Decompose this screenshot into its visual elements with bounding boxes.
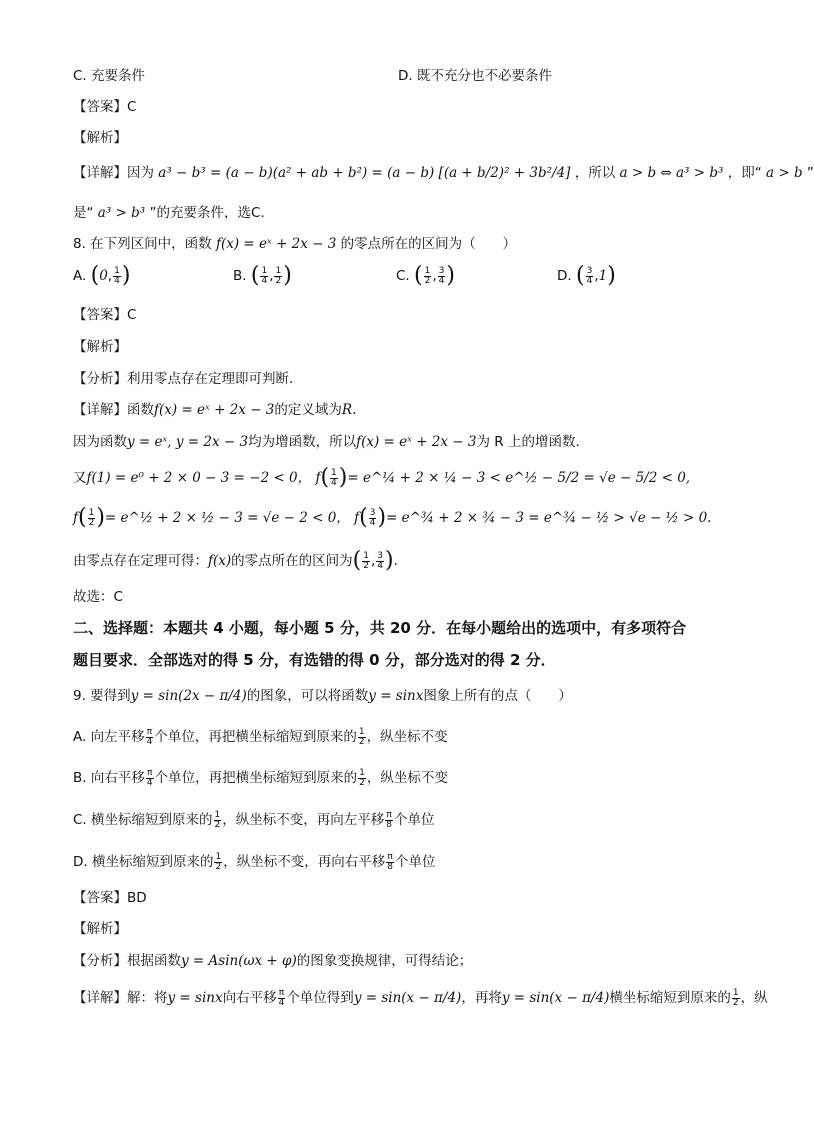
q9-option-d: D. 横坐标缩短到原来的 $\frac{1}{2}$ ，纵坐标不变，再向右平移 $\frac{\pi}{8}$ 个单位	[73, 851, 436, 872]
q8-choose: 故选：C	[73, 589, 123, 605]
q7-detail2-formula: a³ > b³	[97, 205, 146, 221]
q8-conclusion-text: 由零点存在定理可得：	[73, 553, 208, 569]
q9-opt-a-text2: 个单位，再把横坐标缩短到原来的	[154, 729, 357, 745]
q8-detail-line3: 又f(1) = e⁰ + 2 × 0 − 3 = −2 < 0， f( $\frac{1}{4}$ )= e^¼ + 2 × ¼ − 3 < e^½ − 5/2 = √e − 5/2 < 0,	[73, 465, 691, 490]
q9-option-c: C. 横坐标缩短到原来的 $\frac{1}{2}$ ，纵坐标不变，再向左平移 $\frac{\pi}{8}$ 个单位	[73, 809, 435, 830]
q7-detail-quote: ”	[806, 165, 814, 181]
q8-option-b: B. ( $\frac{1}{4}$ , $\frac{1}{2}$ )	[233, 263, 292, 288]
q7-detail-formula: a³ − b³ = (a − b)(a² + ab + b²) = (a − b) [(a + b/2)² + 3b²/4]	[158, 165, 571, 181]
q9-opt-d-text: D. 横坐标缩短到原来的	[73, 854, 214, 870]
q8-option-c-label: C.	[396, 268, 410, 284]
q9-fenxi	[73, 951, 472, 971]
q9-fenxi-text: 【分析】根据函数	[73, 953, 181, 969]
q8-detail1-domain: R.	[341, 402, 357, 418]
q8-detail-line1	[73, 400, 356, 420]
q7-detail-ab: a > b	[766, 165, 803, 181]
q9-detail-text3: 个单位得到	[286, 990, 354, 1006]
q9-detail-text: 【详解】解：将	[73, 990, 168, 1006]
q8-line2-text3: 为 R 上的增函数.	[476, 434, 580, 450]
q8-a-zero: 0	[99, 268, 108, 284]
q9-detail-formula3: y = sin(x − π/4)	[501, 990, 610, 1006]
q9-stem-formula2: y = sinx	[368, 688, 424, 704]
q8-stem-text: 8. 在下列区间中，函数	[73, 236, 212, 252]
q8-conclusion: 由零点存在定理可得：f(x)的零点所在的区间为( $\frac{1}{2}$ , $\frac{3}{4}$ ).	[73, 548, 398, 573]
q8-option-d: D. ( $\frac{3}{4}$ ,1)	[557, 263, 616, 288]
q8-detail1-text2: 的定义域为	[274, 402, 342, 418]
q8-detail1-text: 【详解】函数	[73, 402, 154, 418]
q9-detail-text5: 横坐标缩短到原来的	[609, 990, 731, 1006]
q8-line3-formula2: = e^¼ + 2 × ¼ − 3 < e^½ − 5/2 = √e − 5/2 < 0,	[347, 470, 691, 486]
q8-a-frac: $\frac{1}{4}$	[114, 265, 120, 286]
q7-option-d: D. 既不充分也不必要条件	[398, 68, 552, 84]
q9-option-b: B. 向右平移 $\frac{\pi}{4}$ 个单位，再把横坐标缩短到原来的 $\frac{1}{2}$ ，纵坐标不变	[73, 767, 448, 788]
q9-fenxi-text2: 的图象变换规律，可得结论；	[296, 953, 473, 969]
q9-opt-a-text3: ，纵坐标不变	[366, 729, 448, 745]
q8-detail-line2	[73, 432, 580, 452]
q9-opt-c-text3: 个单位	[393, 812, 435, 828]
q9-opt-b-text: B. 向右平移	[73, 770, 145, 786]
q9-detail-text2: 向右平移	[222, 990, 277, 1006]
q8-option-b-label: B.	[233, 268, 247, 284]
q7-detail-line2	[73, 203, 265, 223]
q9-stem-formula: y = sin(2x − π/4)	[130, 688, 247, 704]
section2-heading-line2: 题目要求．全部选对的得 5 分，有选错的得 0 分，部分选对的得 2 分．	[73, 651, 556, 669]
q9-detail-formula1: y = sinx	[167, 990, 223, 1006]
q8-line4-formula1: = e^½ + 2 × ½ − 3 = √e − 2 < 0，	[104, 510, 350, 526]
q9-analysis-label: 【解析】	[73, 921, 127, 937]
q9-stem-text3: 图象上所有的点（ ）	[423, 688, 572, 704]
q8-stem	[73, 234, 516, 254]
q8-stem-text2: 的零点所在的区间为（ ）	[340, 236, 517, 252]
q8-line2-formula1: y = eˣ, y = 2x − 3	[127, 434, 249, 450]
q8-line3-formula: f(1) = e⁰ + 2 × 0 − 3 = −2 < 0，	[86, 470, 312, 486]
q7-answer: 【答案】C	[73, 99, 137, 115]
q9-detail: 【详解】解：将y = sinx向右平移 $\frac{\pi}{4}$ 个单位得到y = sin(x − π/4)，再将y = sin(x − π/4)横坐标缩短到原来的 $\frac{1}{2}$ ，纵	[73, 987, 768, 1008]
q8-answer: 【答案】C	[73, 307, 137, 323]
q9-opt-b-text2: 个单位，再把横坐标缩短到原来的	[154, 770, 358, 786]
q8-option-a-label: A.	[73, 268, 87, 284]
q7-detail-text: 【详解】因为	[73, 165, 154, 181]
q8-option-c: C. ( $\frac{1}{2}$ , $\frac{3}{4}$ )	[396, 263, 455, 288]
q8-detail1-formula: f(x) = eˣ + 2x − 3	[154, 402, 275, 418]
q7-detail2-text: 是“	[73, 205, 94, 221]
q7-detail-line1	[73, 163, 814, 183]
q7-detail2-text2: ”的充要条件，选C.	[149, 205, 265, 221]
q9-opt-b-text3: ，纵坐标不变	[366, 770, 448, 786]
q9-opt-d-text3: 个单位	[394, 854, 436, 870]
q9-opt-c-text2: ，纵坐标不变，再向左平移	[222, 812, 385, 828]
q8-line3-f: f	[315, 470, 321, 486]
q8-fenxi: 【分析】利用零点存在定理即可判断.	[73, 371, 294, 387]
q7-detail-text2: ，所以	[574, 165, 616, 181]
q8-option-d-label: D.	[557, 268, 572, 284]
q8-line2-text2: 均为增函数，所以	[248, 434, 357, 450]
q8-conclusion-fx: f(x)	[208, 553, 232, 569]
q7-detail-equiv: a > b ⇔ a³ > b³	[619, 165, 724, 181]
q8-stem-formula: f(x) = eˣ + 2x − 3	[215, 236, 337, 252]
section2-heading-line1: 二、选择题：本题共 4 小题，每小题 5 分，共 20 分．在每小题给出的选项中，有多项符合	[73, 619, 687, 637]
q8-conclusion-text2: 的零点所在的区间为	[231, 553, 353, 569]
q9-stem-text2: 的图象，可以将函数	[246, 688, 369, 704]
q8-line4-formula2: = e^¾ + 2 × ¾ − 3 = e^¾ − ½ > √e − ½ > 0.	[386, 510, 712, 526]
q7-detail-text3: ，即“	[727, 165, 762, 181]
q7-option-c: C. 充要条件	[73, 68, 146, 84]
q8-line4-f1: f	[73, 510, 78, 526]
q9-stem	[73, 686, 572, 706]
q9-detail-text6: ，纵	[740, 990, 768, 1006]
q9-detail-formula2: y = sin(x − π/4)	[353, 990, 462, 1006]
q8-option-a: A. (0, $\frac{1}{4}$ )	[73, 263, 131, 288]
q7-analysis-label: 【解析】	[73, 130, 127, 146]
q8-line2-text: 因为函数	[73, 434, 127, 450]
q9-option-a: A. 向左平移 $\frac{\pi}{4}$ 个单位，再把横坐标缩短到原来的 $\frac{1}{2}$ ，纵坐标不变	[73, 726, 448, 747]
q8-detail-line4: f( $\frac{1}{2}$ )= e^½ + 2 × ½ − 3 = √e − 2 < 0， f( $\frac{3}{4}$ )= e^¾ + 2 × ¾ − 3 = e^¾ − ½ > √e − ½ > 0.	[73, 505, 712, 530]
q9-answer: 【答案】BD	[73, 890, 147, 906]
q8-line3-text: 又	[73, 470, 87, 486]
q9-fenxi-formula: y = Asin(ωx + φ)	[181, 953, 297, 969]
q9-stem-text: 9. 要得到	[73, 688, 131, 704]
q8-analysis-label: 【解析】	[73, 339, 127, 355]
q9-opt-a-text: A. 向左平移	[73, 729, 145, 745]
q8-line2-formula2: f(x) = eˣ + 2x − 3	[356, 434, 477, 450]
q8-line4-f2: f	[354, 510, 360, 526]
q9-opt-d-text2: ，纵坐标不变，再向右平移	[223, 854, 386, 870]
q9-detail-text4: ，再将	[461, 990, 502, 1006]
q9-opt-c-text: C. 横坐标缩短到原来的	[73, 812, 213, 828]
